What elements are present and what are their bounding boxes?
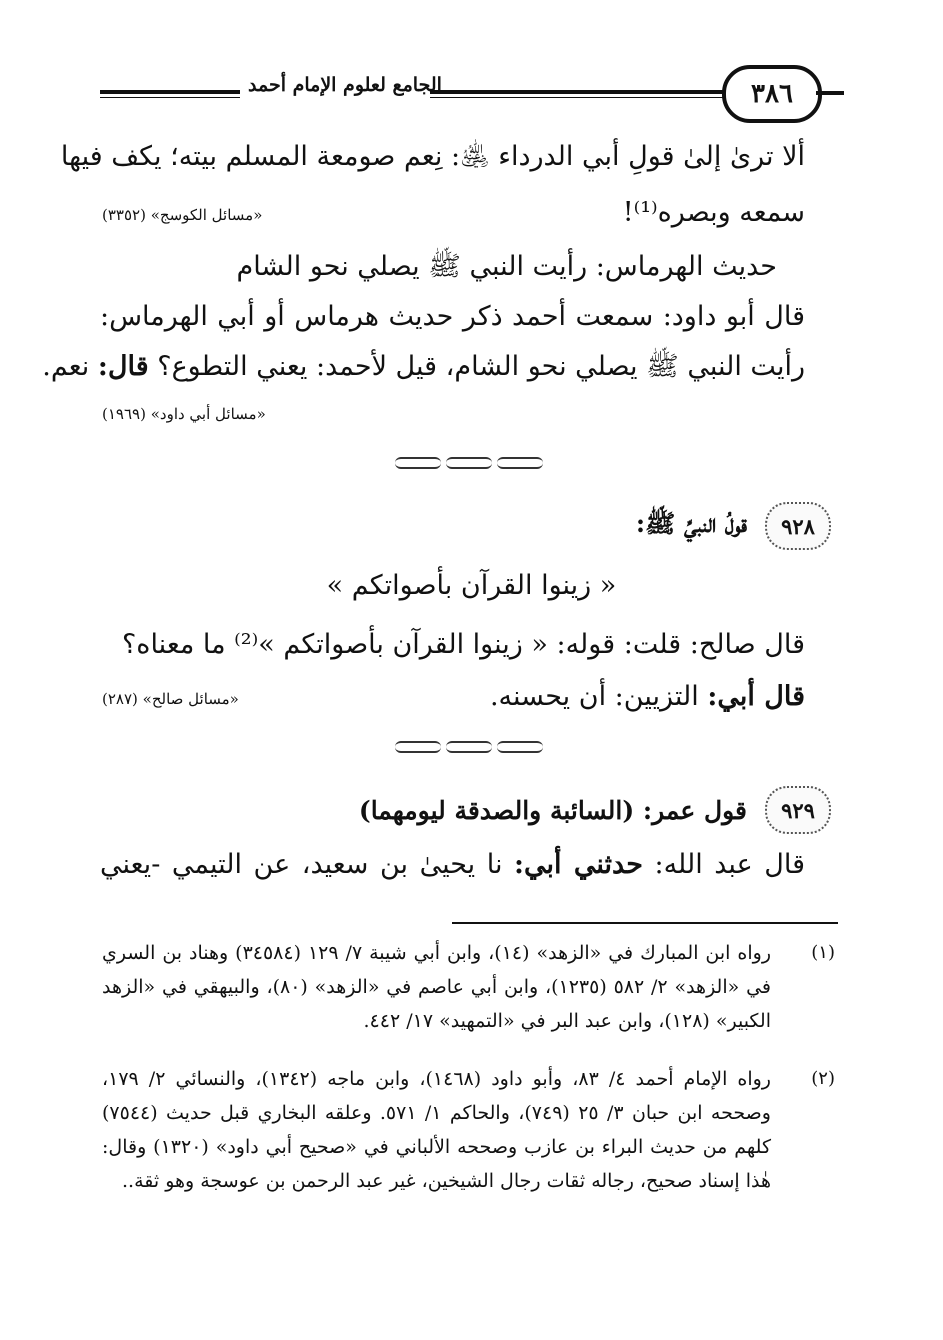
section-number-badge: ٩٢٩ xyxy=(765,786,831,834)
header-rule xyxy=(430,90,744,94)
ornament-divider-1 xyxy=(395,456,543,470)
body-line-5 xyxy=(42,350,805,384)
body-line-1: ألا ترىٰ إلىٰ قولِ أبي الدرداء ﵁: نِعم صومعة المسلم بيته؛ يكف فيها xyxy=(60,141,805,172)
source-kawsaj: «مسائل الكوسج» (٣٣٥٢) xyxy=(102,206,263,224)
section-number-badge: ٩٢٨ xyxy=(765,502,831,550)
page-number: ٣٨٦ xyxy=(722,65,822,123)
source-salih: «مسائل صالح» (٢٨٧) xyxy=(102,690,239,708)
header-rule-right xyxy=(816,91,844,95)
section-929-line-1a: قال عبد الله: xyxy=(654,849,805,880)
ornament-divider-2 xyxy=(395,740,543,754)
header-rule-left xyxy=(100,90,240,94)
body-line-5c: نعم. xyxy=(42,351,90,382)
section-928-line-2a: قال أبي: xyxy=(707,681,805,712)
footnote-2 xyxy=(102,1062,835,1198)
section-title: قول عمر: (السائبة والصدقة ليومهما) xyxy=(358,795,747,825)
footnote-separator xyxy=(452,922,838,924)
body-line-5b: قال: xyxy=(97,351,149,382)
running-header xyxy=(100,62,820,122)
section-928-heading xyxy=(636,502,831,550)
hadith-quote: « زينوا القرآن بأصواتكم » xyxy=(326,570,617,601)
footnote-1 xyxy=(102,936,835,1038)
section-929-heading xyxy=(359,786,831,834)
section-928-line-2b: التزيين: أن يحسنه. xyxy=(489,681,699,712)
section-929-line-1 xyxy=(100,848,805,882)
header-rule-thin xyxy=(430,97,744,98)
section-929-line-1c: نا يحيىٰ بن سعيد، عن التيمي -يعني xyxy=(100,849,503,880)
section-title: قولُ النبيِّ ﷺ: xyxy=(635,508,747,538)
body-line-3: حديث الهرماس: رأيت النبي ﷺ يصلي نحو الشام xyxy=(236,251,777,282)
footnote-text: رواه ابن المبارك في «الزهد» (١٤)، وابن أبي شيبة ٧/ ١٢٩ (٣٤٥٨٤) وهناد بن السري في «الزهد» ٢/ ٥٨٢ (١٢٣٥)، وابن أبي عاصم في «الزهد» (٨٠)، والبيهقي في «الزهد الكبير» (١٢٨)، وابن عبد البر في «التمهيد» ١٧/ ٤٤٢. xyxy=(102,942,771,1032)
section-928-line-2 xyxy=(490,680,805,714)
footnote-number: (١) xyxy=(811,942,835,963)
header-title: الجامع لعلوم الإمام أحمد xyxy=(248,74,442,96)
body-line-4: قال أبو داود: سمعت أحمد ذكر حديث هرماس أو أبي الهرماس: xyxy=(100,301,805,332)
footnote-text: رواه الإمام أحمد ٤/ ٨٣، وأبو داود (١٤٦٨)، وابن ماجه (١٣٤٢)، والنسائي ٢/ ١٧٩، وصححه ابن حبان ٣/ ٢٥ (٧٤٩)، والحاكم ١/ ٥٧١. وعلقه البخاري قبل حديث (٧٥٤٤) كلهم من حديث البراء بن عازب وصححه الألباني في «صحيح أبي داود» (١٣٢٠) وقال: هٰذا إسناد صحيح، رجاله ثقات رجال الشيخين، غير عبد الرحمن بن عوسجة وهو ثقة.. xyxy=(102,1068,771,1192)
body-line-2: سمعه وبصره⁽¹⁾! xyxy=(622,197,805,228)
header-rule-left-thin xyxy=(100,97,240,98)
section-929-line-1b: حدثني أبي: xyxy=(514,849,643,880)
footnote-number: (٢) xyxy=(811,1068,835,1089)
section-928-line-1: قال صالح: قلت: قوله: « زينوا القرآن بأصواتكم »⁽²⁾ ما معناه؟ xyxy=(121,629,805,660)
body-line-5a: رأيت النبي ﷺ يصلي نحو الشام، قيل لأحمد: يعني التطوع؟ xyxy=(157,351,805,382)
source-abi-dawud: «مسائل أبي داود» (١٩٦٩) xyxy=(102,405,266,423)
